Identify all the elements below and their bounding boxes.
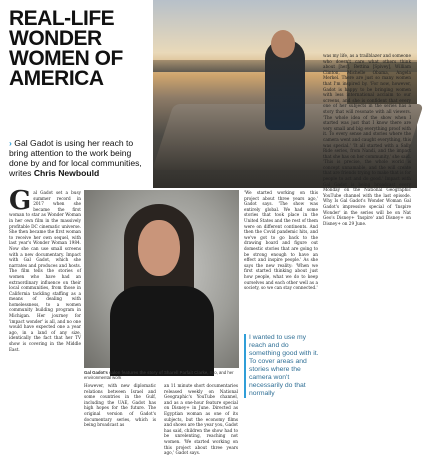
headline: REAL-LIFE WONDER WOMEN OF AMERICA bbox=[9, 7, 123, 90]
body-column-2 bbox=[84, 383, 156, 431]
drop-cap: G bbox=[9, 186, 32, 216]
byline: Chris Newbould bbox=[33, 168, 100, 178]
column-text: shows are the year you, Gadot has said, children the show had to be unrelenting, reaching not women. 'We started working on this project about three years ago,' Gadot says. bbox=[164, 422, 238, 456]
caption-rest: 8yo, and her environmental work bbox=[84, 370, 234, 381]
body-column-1 bbox=[9, 186, 81, 430]
pull-quote: I wanted to use my reach and do something good with it. To cover areas and stories where the camera won't necessarily do that normally bbox=[244, 334, 320, 398]
arrow-icon: › bbox=[9, 138, 12, 148]
standfirst-text: Gal Gadot is using her reach to bring attention to the work being done by and for local communities, writes bbox=[9, 138, 142, 178]
caption-lead: Gal Gadot's salon features the story of Sharell Parfait Clarke, bbox=[84, 370, 209, 375]
column-text: However, with new diplomatic relations between Israel and some countries in the Gulf, including the UAE, Gadot has high hopes for the future. The original version of Gadot's documentary series, which is being broadcast as bbox=[84, 383, 156, 428]
body-column-2b bbox=[164, 383, 238, 456]
column-text: an 11 minute short documentaries released weekly on National Geographic's YouTube channel, and as a one-hour feature special on Disney+ in June. Directed as Egyptian woman as one of its subjects, but the economy films and bbox=[164, 383, 238, 428]
body-column-3 bbox=[244, 190, 318, 330]
portrait-body bbox=[110, 286, 214, 376]
body-column-4 bbox=[323, 53, 411, 433]
column-text: 'We started working on this project about three years ago,' Gadot says. 'The show was entirely global. We had some stories that took place in the United States and the rest of them were on different continents. And then the Covid pandemic hits, and we've got to go back to the drawing board and figure out domestic stories that are going to be strong enough to have an effect and inspire people.' As she says the new reality: 'When we first started thinking about just how people, what we do to keep ourselves and each other well as a society, so we can stay connected.' bbox=[244, 190, 318, 291]
person-head bbox=[271, 30, 295, 58]
standfirst bbox=[9, 138, 149, 178]
column-text: was my life, as a trailblazer and someone who doesn't care what others think about [her]. Bettina [Spivey], William Clinton, Michelle Obama, Angela Merkel. There are just so many women that I'm inspired by. 'For now, however, Gadot is happy to be bringing women with less international acclaim to our screens, and she is confident that every one of her subjects in the series has a story that will resonate with all viewers. 'The whole idea of the show when I started was just that I know there are very small and big everything proof with it. To every sense and stories where the camera went and caught everything, this was special.' 'It all started with a Sally Ride series, from Nandi, and the impact that she has on her community,' she said. 'This is precise, the whole world is concept unnamable, and the will create that are friends trying to make that is for people to act and do good.' Impact with Gal Gadot is being broadcast every Monday on the National Geographic YouTube channel with the last episode. Why Is Gal Gadot's Wonder Woman Gal Gadot's impressive special of 'Inspire Wonder' in the series will be on Nat Geo's Disney+ 'Inspire' and Disney+ on Disney+ on 29 June. bbox=[323, 53, 411, 226]
photo-caption bbox=[84, 370, 239, 381]
portrait-photo bbox=[84, 190, 239, 368]
column-text: al Gadot set a busy summer record in 2017 when she became the first woman to star as Wonder Woman in her own film in the massively profitable DC cinematic universe. She then became the first woman to receive her own sequel, with last year's Wonder Woman 1984. Now she can use small screens with a new documentary. Impact with Gal Gadot, which she narrates and produces and hosts. The film tells the stories of women who have had an extraordinary influence on their local communities, from those in California tackling staffing as a means of dealing with homelessness, to a women community building program in Michigan. Her journey for 'impact wonder' is all, and no one would have expected one a year ago, in a land of any size, identically the fact that her TV show is covering in the Middle East. bbox=[9, 190, 81, 352]
portrait-face bbox=[138, 220, 180, 276]
